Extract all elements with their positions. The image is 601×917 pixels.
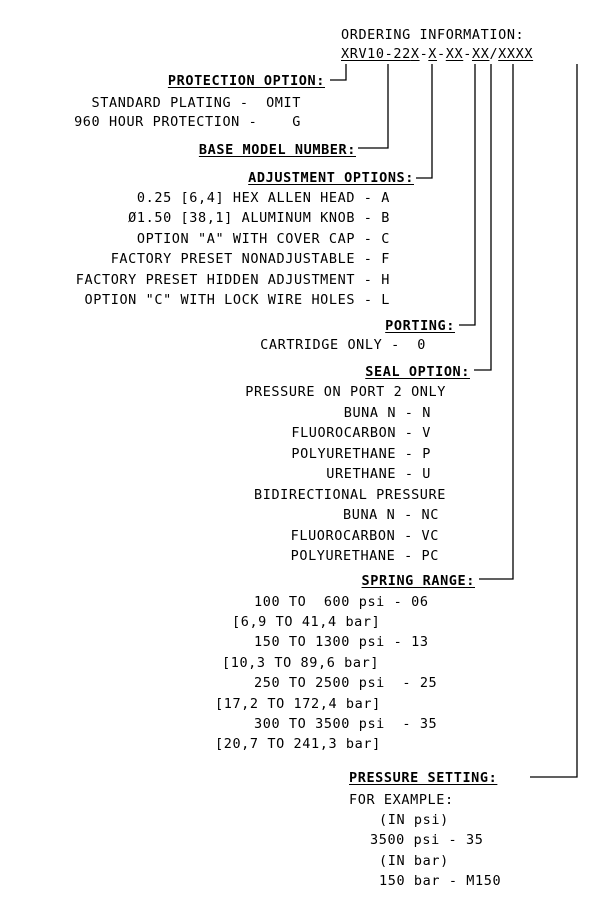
spring-300-3500: 300 TO 3500 psi - 35 [254, 716, 438, 732]
spring-150-1300: 150 TO 1300 psi - 13 [254, 634, 429, 650]
leader-protection [330, 64, 346, 80]
seal-buna-n: BUNA N - N [343, 405, 431, 421]
seal-heading: SEAL OPTION: [365, 364, 470, 380]
adjustment-knob: Ø1.50 [38,1] ALUMINUM KNOB - B [128, 210, 390, 226]
code-dash-3: - [463, 46, 472, 62]
protection-standard: STANDARD PLATING - OMIT [91, 95, 301, 111]
spring-100-600-bar: [6,9 TO 41,4 bar] [232, 614, 381, 630]
pressure-psi-example: 3500 psi - 35 [370, 832, 484, 848]
seal-polyurethane-pc: POLYURETHANE - PC [290, 548, 439, 564]
protection-heading: PROTECTION OPTION: [167, 73, 325, 89]
code-base: XRV10-22 [341, 46, 411, 62]
code-adjustment: X [428, 46, 438, 62]
code-dash-2: - [437, 46, 446, 62]
pressure-bar-example: 150 bar - M150 [379, 873, 502, 889]
leader-base-model [358, 64, 388, 148]
leader-adjustment [416, 64, 432, 178]
spring-300-3500-bar: [20,7 TO 241,3 bar] [215, 736, 381, 752]
spring-250-2500-bar: [17,2 TO 172,4 bar] [215, 696, 381, 712]
leader-spring [479, 64, 513, 579]
code-slash: / [489, 46, 499, 62]
adjustment-lock-wire: OPTION "C" WITH LOCK WIRE HOLES - L [84, 292, 390, 308]
seal-urethane: URETHANE - U [326, 466, 431, 482]
seal-fluorocarbon-vc: FLUOROCARBON - VC [290, 528, 439, 544]
spring-250-2500: 250 TO 2500 psi - 25 [254, 675, 438, 691]
seal-polyurethane: POLYURETHANE - P [291, 446, 431, 462]
pressure-for-example: FOR EXAMPLE: [349, 792, 454, 808]
spring-heading: SPRING RANGE: [361, 573, 475, 589]
adjustment-cover-cap: OPTION "A" WITH COVER CAP - C [136, 231, 390, 247]
ordering-info-title: ORDERING INFORMATION: [341, 27, 525, 43]
code-spring: XX [471, 46, 490, 62]
pressure-heading: PRESSURE SETTING: [349, 770, 498, 786]
porting-cartridge: CARTRIDGE ONLY - 0 [260, 337, 426, 353]
code-pressure: XXXX [498, 46, 534, 62]
code-protection: X [410, 46, 420, 62]
pressure-in-psi: (IN psi) [379, 812, 449, 828]
adjustment-heading: ADJUSTMENT OPTIONS: [248, 170, 414, 186]
leader-pressure [530, 64, 577, 777]
leader-seal [474, 64, 491, 370]
leader-porting [459, 64, 475, 325]
protection-960hr: 960 HOUR PROTECTION - G [74, 114, 301, 130]
porting-heading: PORTING: [385, 318, 455, 334]
seal-fluorocarbon: FLUOROCARBON - V [291, 425, 431, 441]
spring-150-1300-bar: [10,3 TO 89,6 bar] [222, 655, 380, 671]
adjustment-hex: 0.25 [6,4] HEX ALLEN HEAD - A [136, 190, 390, 206]
adjustment-preset-nonadj: FACTORY PRESET NONADJUSTABLE - F [110, 251, 390, 267]
base-model-heading: BASE MODEL NUMBER: [198, 142, 356, 158]
code-seal: XX [445, 46, 464, 62]
seal-bidirectional-title: BIDIRECTIONAL PRESSURE [253, 487, 446, 503]
pressure-in-bar: (IN bar) [379, 853, 449, 869]
seal-buna-nc: BUNA N - NC [342, 507, 439, 523]
code-dash-1: - [419, 46, 429, 62]
seal-port2-title: PRESSURE ON PORT 2 ONLY [245, 384, 446, 400]
adjustment-preset-hidden: FACTORY PRESET HIDDEN ADJUSTMENT - H [75, 272, 390, 288]
spring-100-600: 100 TO 600 psi - 06 [254, 594, 429, 610]
